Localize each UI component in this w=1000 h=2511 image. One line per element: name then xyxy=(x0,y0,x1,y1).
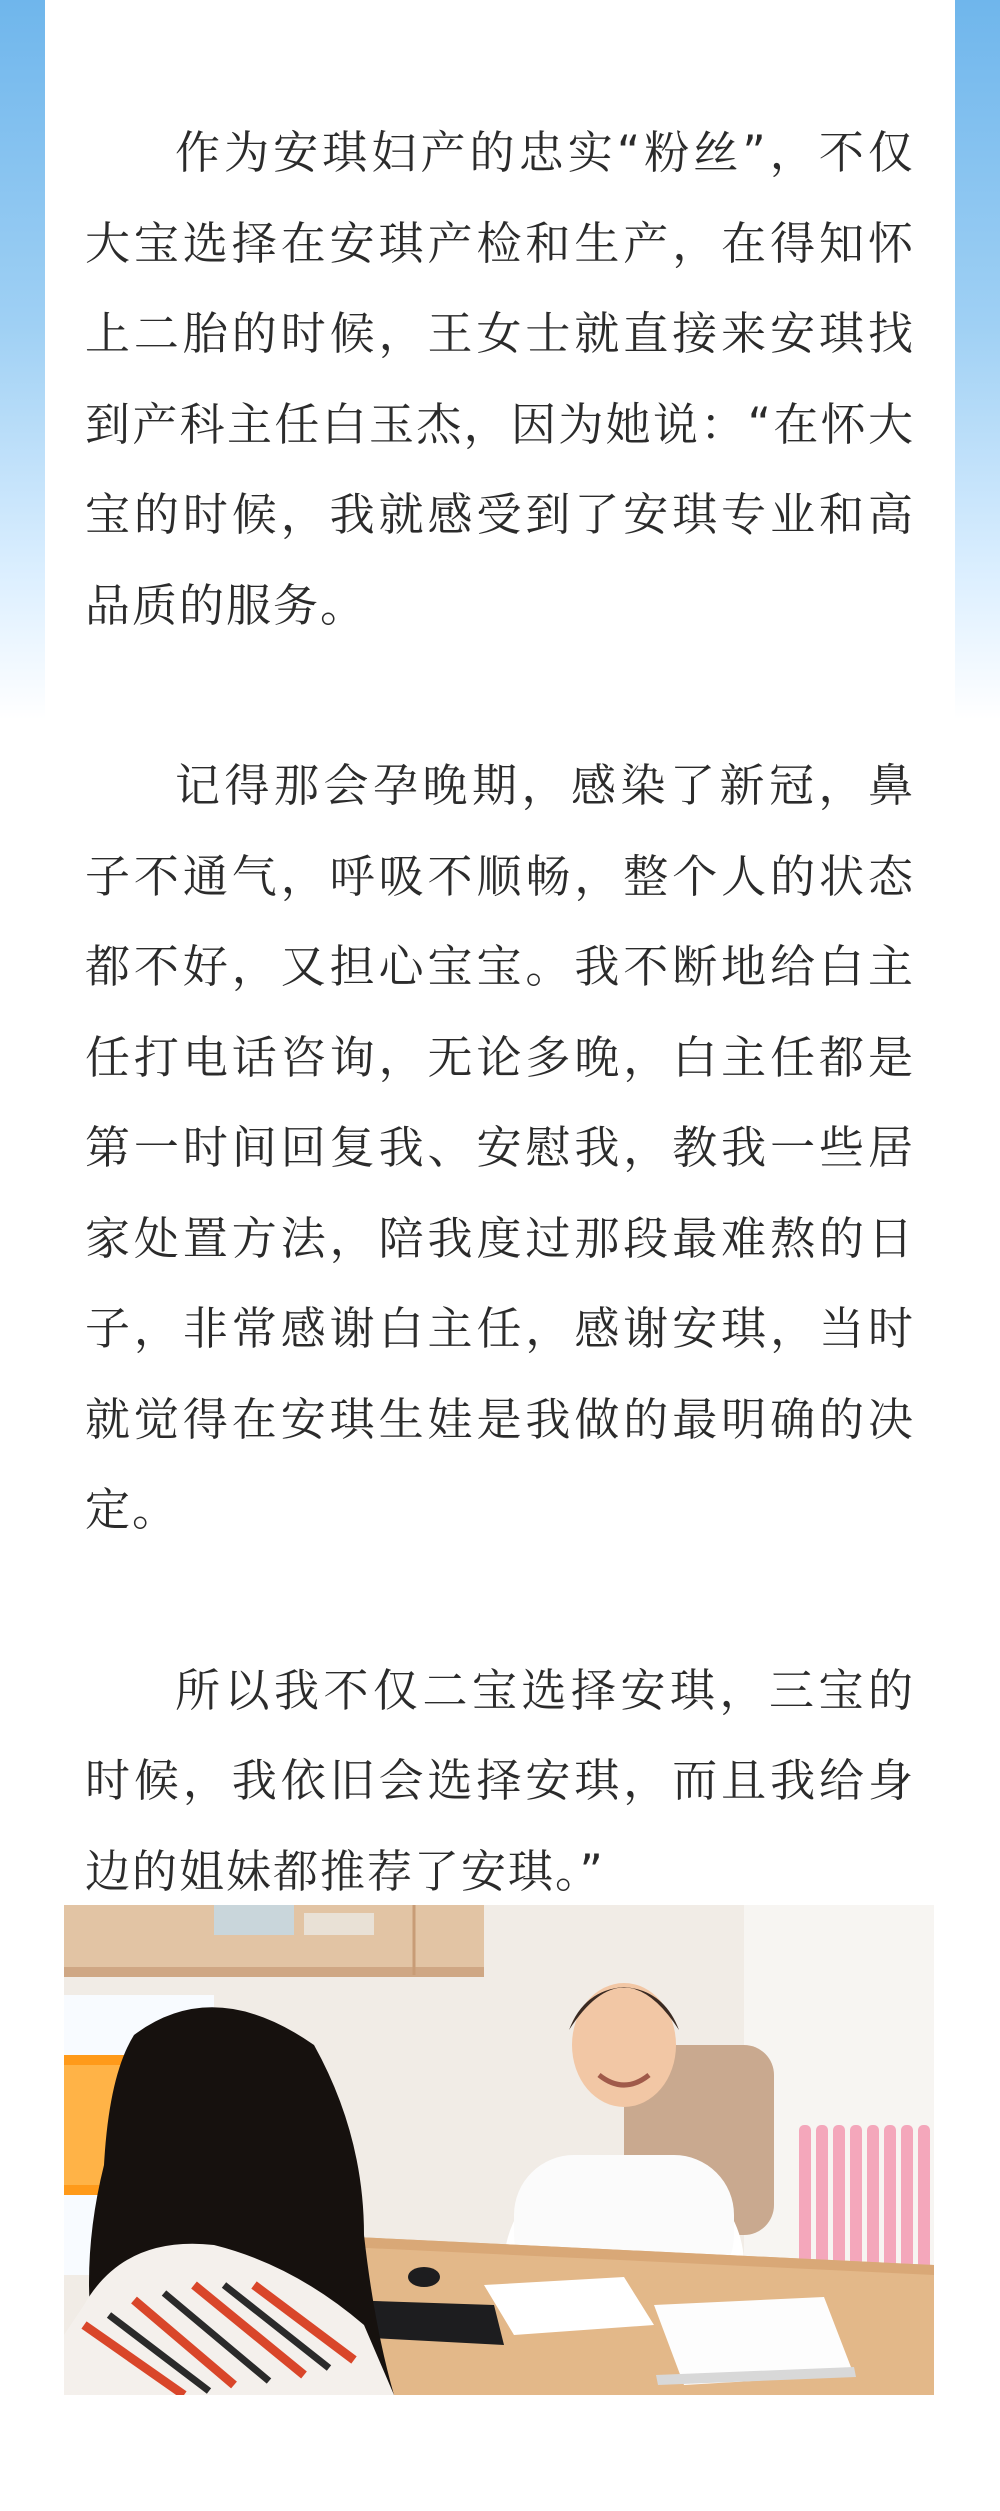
article-body xyxy=(85,108,915,1917)
paragraph-1: 作为安琪妇产的忠实“粉丝”，不仅大宝选择在安琪产检和生产，在得知怀上二胎的时候，王女士就直接来安琪找到产科主任白玉杰，因为她说：“在怀大宝的时候，我就感受到了安琪专业和高品质的服务。 xyxy=(85,126,915,632)
paragraph-3: 所以我不仅二宝选择安琪，三宝的时候，我依旧会选择安琪，而且我给身边的姐妹都推荐了安琪。” xyxy=(85,1663,915,1898)
paragraph-2: 记得那会孕晚期，感染了新冠，鼻子不通气，呼吸不顺畅，整个人的状态都不好，又担心宝宝。我不断地给白主任打电话咨询，无论多晚，白主任都是第一时间回复我、安慰我，教我一些居家处置方法，陪我度过那段最难熬的日子，非常感谢白主任，感谢安琪，当时就觉得在安琪生娃是我做的最明确的决定。 xyxy=(85,759,915,1536)
left-blue-strip xyxy=(0,0,45,720)
consultation-photo xyxy=(64,1905,934,2395)
right-blue-strip xyxy=(955,0,1000,720)
